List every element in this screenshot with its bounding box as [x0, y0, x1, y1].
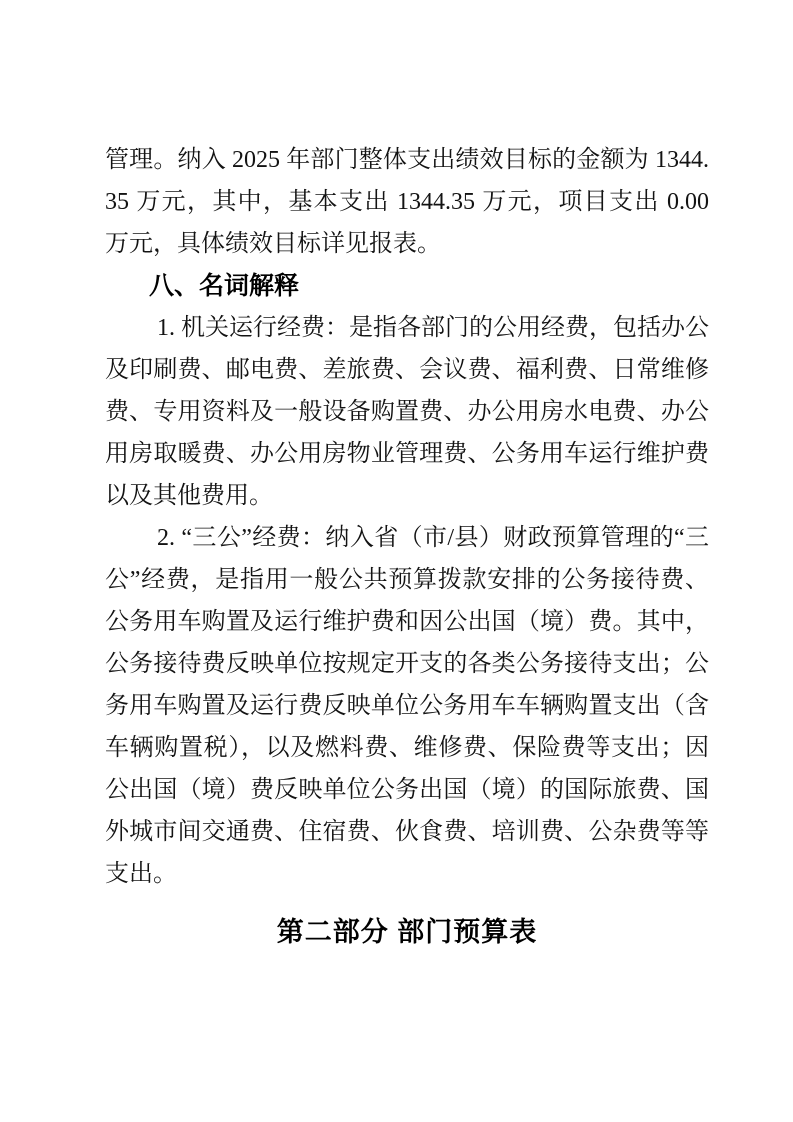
paragraph-term-agency-operating-funds: 1. 机关运行经费：是指各部门的公用经费，包括办公及印刷费、邮电费、差旅费、会议费、福利费、日常维修费、专用资料及一般设备购置费、办公用房水电费、办公用房取暖费、办公用房物业管理费、公务用车运行维护费以及其他费用。 [105, 315, 709, 509]
paragraph-performance-target: 管理。纳入 2025 年部门整体支出绩效目标的金额为 1344.35 万元，其中，基本支出 1344.35 万元，项目支出 0.00 万元，具体绩效目标详见报表。 [105, 147, 709, 257]
section-heading-glossary: 八、名词解释 [149, 272, 300, 300]
part-heading-budget-tables: 第二部分 部门预算表 [276, 917, 538, 947]
document-content [105, 139, 709, 958]
paragraph-term-three-public-funds: 2. “三公”经费：纳入省（市/县）财政预算管理的“三公”经费，是指用一般公共预算拨款安排的公务接待费、公务用车购置及运行维护费和因公出国（境）费。其中，公务接待费反映单位按规定开支的各类公务接待支出；公务用车购置及运行费反映单位公务用车车辆购置支出（含车辆购置税），以及燃料费、维修费、保险费等支出；因公出国（境）费反映单位公务出国（境）的国际旅费、国外城市间交通费、住宿费、伙食费、培训费、公杂费等等支出。 [105, 525, 709, 887]
